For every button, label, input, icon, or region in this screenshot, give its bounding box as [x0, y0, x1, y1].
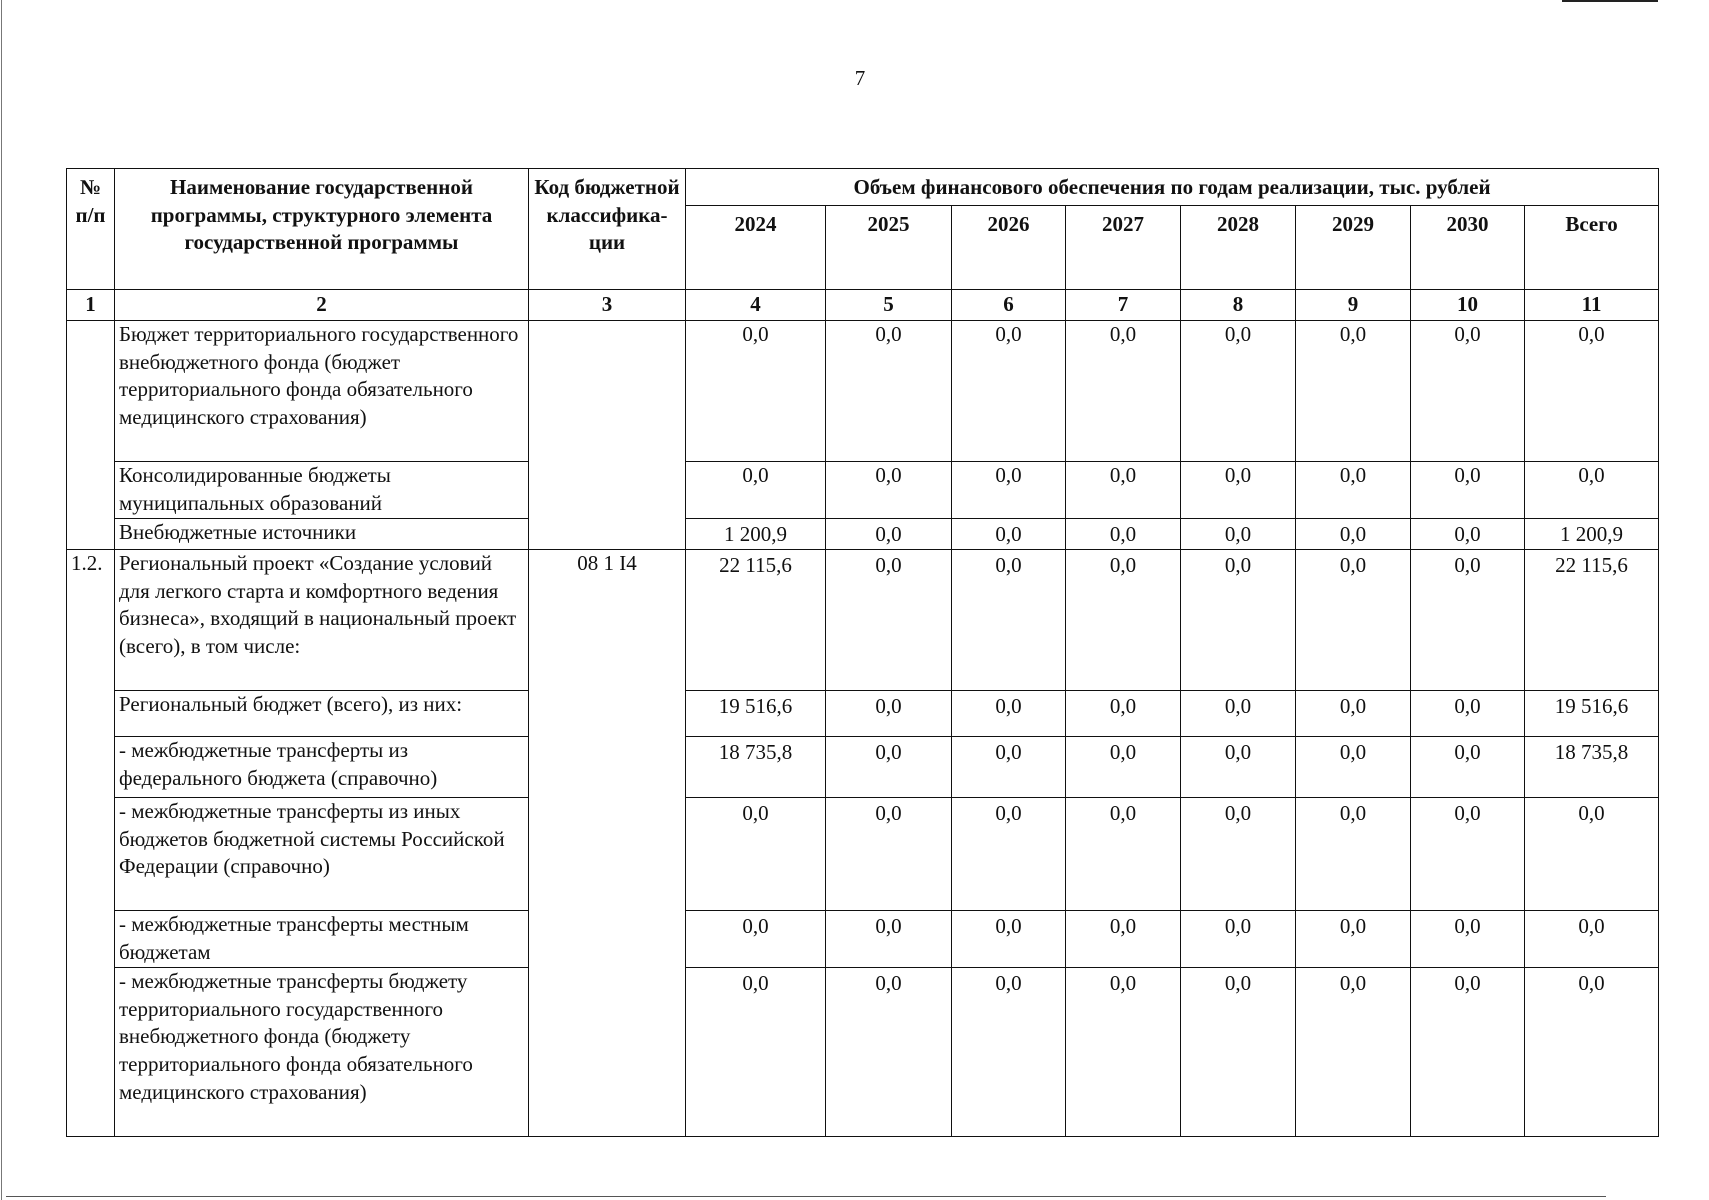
- value-cell: 0,0: [686, 798, 826, 911]
- value-cell: 0,0: [1525, 798, 1659, 911]
- value-cell: 0,0: [952, 462, 1066, 519]
- column-number: 7: [1066, 290, 1181, 321]
- value-cell: 0,0: [1181, 968, 1296, 1137]
- value-cell: 0,0: [952, 798, 1066, 911]
- value-cell: 0,0: [1296, 321, 1411, 462]
- value-cell: 0,0: [1411, 550, 1525, 691]
- table-row: [67, 737, 1659, 798]
- value-cell: 0,0: [1181, 550, 1296, 691]
- value-cell: 0,0: [1411, 321, 1525, 462]
- value-cell: 0,0: [1066, 519, 1181, 550]
- row-number: 1.2.: [67, 550, 115, 1137]
- column-number: 9: [1296, 290, 1411, 321]
- header-year: 2030: [1411, 206, 1525, 290]
- value-cell: 0,0: [826, 550, 952, 691]
- row-name: Региональный проект «Создание условий для легкого старта и комфортного ведения бизнеса», входящий в национальный проект (всего), в том числе:: [115, 550, 529, 691]
- header-year: 2027: [1066, 206, 1181, 290]
- value-cell: 0,0: [952, 550, 1066, 691]
- value-cell: 0,0: [1296, 968, 1411, 1137]
- value-cell: 0,0: [1411, 968, 1525, 1137]
- value-cell: 0,0: [952, 691, 1066, 737]
- page-number: 7: [854, 66, 866, 90]
- value-cell: 0,0: [1066, 691, 1181, 737]
- value-cell: 0,0: [826, 321, 952, 462]
- row-name: - межбюджетные трансферты из федерального бюджета (справочно): [115, 737, 529, 798]
- value-cell: 19 516,6: [686, 691, 826, 737]
- value-cell: 0,0: [1181, 911, 1296, 968]
- header-code: Код бюджетной классифика-ции: [529, 169, 686, 290]
- row-code: 08 1 I4: [529, 550, 686, 1137]
- value-cell: 0,0: [826, 968, 952, 1137]
- column-number: 2: [115, 290, 529, 321]
- value-cell: 0,0: [1066, 911, 1181, 968]
- value-cell: 0,0: [686, 321, 826, 462]
- value-cell: 0,0: [826, 519, 952, 550]
- value-cell: 0,0: [1181, 321, 1296, 462]
- value-cell: 0,0: [826, 737, 952, 798]
- column-number: 6: [952, 290, 1066, 321]
- bottom-scan-line: [6, 1196, 1606, 1197]
- value-cell: 0,0: [686, 462, 826, 519]
- value-cell: 0,0: [1525, 321, 1659, 462]
- page-left-edge: [1, 0, 2, 1200]
- row-code: [529, 321, 686, 550]
- value-cell: 1 200,9: [1525, 519, 1659, 550]
- table-row: [67, 798, 1659, 911]
- value-cell: 0,0: [952, 968, 1066, 1137]
- value-cell: 0,0: [1181, 691, 1296, 737]
- value-cell: 19 516,6: [1525, 691, 1659, 737]
- row-name: Бюджет территориального государственного внебюджетного фонда (бюджет территориального фонда обязательного медицинского страхования): [115, 321, 529, 462]
- budget-table: [66, 168, 1659, 1137]
- value-cell: 0,0: [1066, 462, 1181, 519]
- value-cell: 0,0: [1066, 968, 1181, 1137]
- value-cell: 0,0: [1411, 691, 1525, 737]
- column-number: 4: [686, 290, 826, 321]
- value-cell: 0,0: [826, 462, 952, 519]
- value-cell: 0,0: [1525, 968, 1659, 1137]
- column-number: 1: [67, 290, 115, 321]
- value-cell: 0,0: [1181, 462, 1296, 519]
- top-scan-mark: [1562, 0, 1658, 2]
- value-cell: 0,0: [1411, 911, 1525, 968]
- value-cell: 0,0: [1066, 737, 1181, 798]
- value-cell: 0,0: [952, 737, 1066, 798]
- header-year: 2026: [952, 206, 1066, 290]
- value-cell: 1 200,9: [686, 519, 826, 550]
- value-cell: 0,0: [1525, 911, 1659, 968]
- value-cell: 0,0: [1411, 737, 1525, 798]
- value-cell: 0,0: [1066, 798, 1181, 911]
- value-cell: 0,0: [1296, 462, 1411, 519]
- header-number: № п/п: [67, 169, 115, 290]
- row-name: Региональный бюджет (всего), из них:: [115, 691, 529, 737]
- column-number: 5: [826, 290, 952, 321]
- row-name: Консолидированные бюджеты муниципальных образований: [115, 462, 529, 519]
- header-year: 2028: [1181, 206, 1296, 290]
- header-volume: Объем финансового обеспечения по годам реализации, тыс. рублей: [686, 169, 1659, 206]
- row-name: - межбюджетные трансферты бюджету территориального государственного внебюджетного фонда (бюджету территориального фонда обязательного медицинского страхования): [115, 968, 529, 1137]
- value-cell: 0,0: [952, 321, 1066, 462]
- value-cell: 0,0: [1296, 519, 1411, 550]
- value-cell: 0,0: [826, 691, 952, 737]
- value-cell: 0,0: [952, 911, 1066, 968]
- column-number: 3: [529, 290, 686, 321]
- value-cell: 0,0: [1525, 462, 1659, 519]
- value-cell: 0,0: [1181, 737, 1296, 798]
- value-cell: 0,0: [1411, 519, 1525, 550]
- value-cell: 0,0: [826, 798, 952, 911]
- column-number: 8: [1181, 290, 1296, 321]
- value-cell: 0,0: [952, 519, 1066, 550]
- value-cell: 0,0: [1411, 798, 1525, 911]
- value-cell: 0,0: [1296, 691, 1411, 737]
- header-total: Всего: [1525, 206, 1659, 290]
- row-name: - межбюджетные трансферты из иных бюджетов бюджетной системы Российской Федерации (справочно): [115, 798, 529, 911]
- table-row: [67, 462, 1659, 519]
- header-year: 2025: [826, 206, 952, 290]
- row-number: [67, 321, 115, 550]
- value-cell: 0,0: [826, 911, 952, 968]
- value-cell: 18 735,8: [1525, 737, 1659, 798]
- value-cell: 0,0: [1066, 321, 1181, 462]
- header-year: 2024: [686, 206, 826, 290]
- column-number: 10: [1411, 290, 1525, 321]
- table-row: [67, 968, 1659, 1137]
- value-cell: 0,0: [1296, 798, 1411, 911]
- header-name: Наименование государственной программы, структурного элемента государственной программы: [115, 169, 529, 290]
- value-cell: 0,0: [1066, 550, 1181, 691]
- value-cell: 0,0: [1296, 550, 1411, 691]
- table-row: [67, 550, 1659, 691]
- value-cell: 0,0: [686, 968, 826, 1137]
- value-cell: 22 115,6: [686, 550, 826, 691]
- table-row: [67, 519, 1659, 550]
- row-name: - межбюджетные трансферты местным бюджетам: [115, 911, 529, 968]
- value-cell: 0,0: [1181, 519, 1296, 550]
- column-number: 11: [1525, 290, 1659, 321]
- value-cell: 18 735,8: [686, 737, 826, 798]
- value-cell: 0,0: [1411, 462, 1525, 519]
- value-cell: 22 115,6: [1525, 550, 1659, 691]
- table-row: [67, 321, 1659, 462]
- value-cell: 0,0: [1296, 737, 1411, 798]
- value-cell: 0,0: [1296, 911, 1411, 968]
- table-row: [67, 911, 1659, 968]
- row-name: Внебюджетные источники: [115, 519, 529, 550]
- table-row: [67, 691, 1659, 737]
- header-year: 2029: [1296, 206, 1411, 290]
- value-cell: 0,0: [1181, 798, 1296, 911]
- value-cell: 0,0: [686, 911, 826, 968]
